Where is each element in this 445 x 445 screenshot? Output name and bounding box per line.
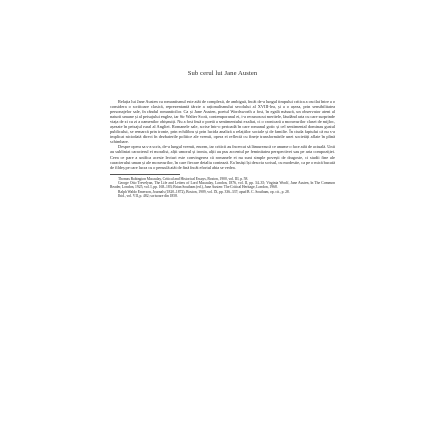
footnote-2: George Otto Trevelyan, The Life and Letters of Lord Macaulay, London, 1876, vol. II, pp. 34–35; Virginia Woolf, Jane Austen, în The Common Reader, London, 1925, vol. I, pp. 168–183; Brian Southam (ed.), Jane Austen: The Critical Heritage, London, 1968. <box>110 181 335 190</box>
footnote-separator <box>110 174 180 175</box>
body-paragraph-2: Despre opera sa s-a scris, de-a lungul vremii, enorm, iar criticii au încercat să lămurească ce anume o face atât de actuală. Unii au subliniat caracterul ei moralist, alții umorul și ironia, alții au pus accentul pe feminitatea perspectivei sau pe arta compoziției. Ceea ce pare a unifica aceste lecturi este convingerea că romanele ei nu sunt simple povești de dragoste, ci studii fine ale caracterului uman și ale moravurilor, în care fiecare detaliu contează. Ea însăși își descria scrisul, cu modestie, ca pe o mică bucată de fildeș pe care lucra cu o pensulă atât de fină încât efortul abia se vedea. <box>110 144 335 170</box>
footnote-3: Ralph Waldo Emerson, Journals (1820–1872), Boston, 1909, vol. IX, pp. 336–337; apud B. C. Southam, op. cit., p. 28. <box>118 189 290 194</box>
footnote-1: Thomas Babington Macaulay, Critical and Historical Essays, Boston, 1900, vol. III, p. 58. <box>118 176 249 181</box>
footnote-4: Ibid., vol. VII, p. 482; scrisoare din 1858. <box>118 194 178 199</box>
text-column <box>110 99 335 198</box>
chapter-title: Sub cerul lui Jane Austen <box>187 70 258 77</box>
body-paragraph-1: Relația lui Jane Austen cu romantismul este atât de complexă, de ambiguă, încât de-a lungul timpului critica a oscilat între a o considera o scriitoare clasică, reprezentantă târzie a raționalismului secolului al XVIII-lea, și a o așeza, prin sensibilitatea personajelor sale, în rândul romanticilor. Ca și Jane Austen, poetul Wordsworth a fost, în egală măsură, un observator atent al naturii umane și al peisajului englez, iar Sir Walter Scott, contemporanul ei, i-a recunoscut meritele, lăudând arta cu care surprinde viața de zi cu zi a oamenilor obișnuiți. Nu a fost însă o poetă a sentimentului exaltat, ci o cronicară a moravurilor clasei de mijloc, așezate în peisajul rural al Angliei. Romanele sale, scrise într-o perioadă în care romanul gotic și cel sentimental dominau gustul publicului, se remarcă prin ironie, prin echilibru și prin lucida analiză a relațiilor sociale și de familie. În ciuda faptului că nu s-a implicat niciodată direct în dezbaterile politice ale vremii, opera ei reflectă cu finețe transformările unei societăți aflate în plină schimbare. <box>110 99 335 145</box>
